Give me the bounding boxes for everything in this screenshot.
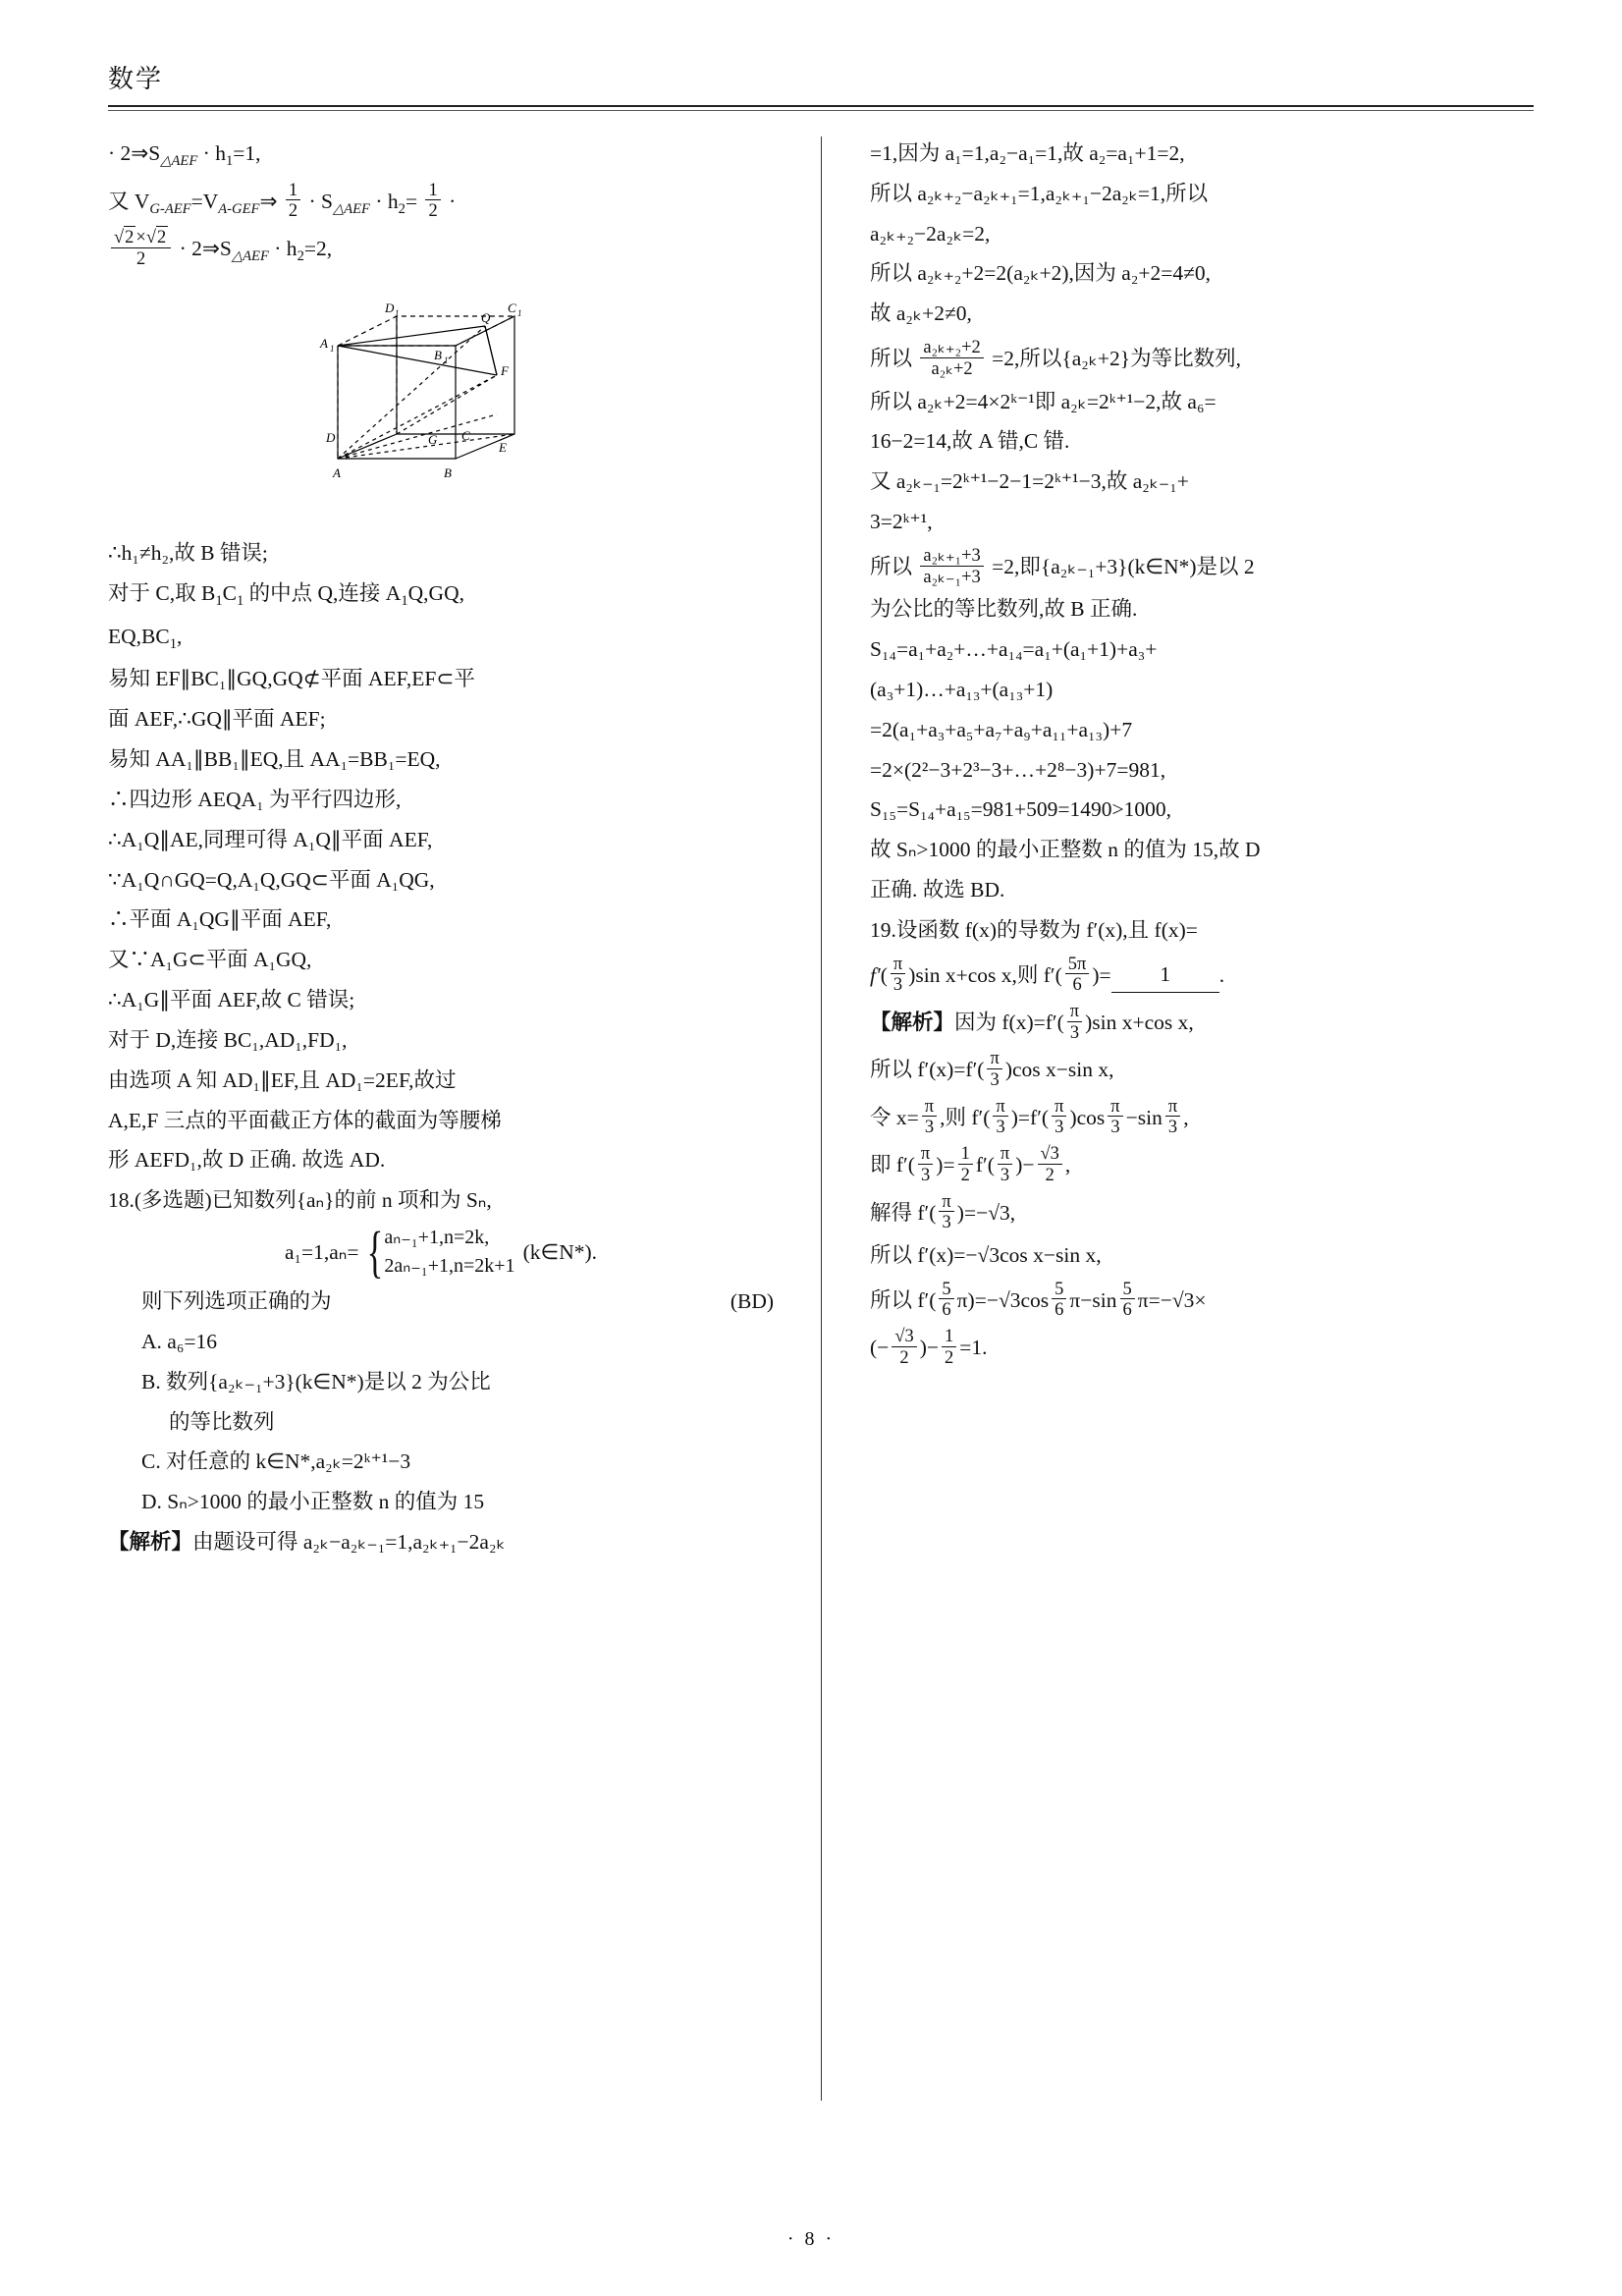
svg-text:1: 1 <box>395 308 400 319</box>
s4-num2: 1 <box>960 1143 970 1164</box>
sqrt-frac <box>111 227 171 268</box>
svg-text:1: 1 <box>330 344 335 355</box>
question-19-equation: f′( $\frac{\pi}{3}$ )sin x+cos x,则 f′( $\frac{5\pi}{6}$ )= 1 . <box>870 953 1225 995</box>
r6-num: a₂ₖ₊₂+2 <box>923 337 981 357</box>
question-19-head: 19.设函数 f(x)的导数为 f′(x),且 f(x)= <box>870 917 1198 942</box>
right-r1: =1,因为 a₁=1,a₂−a₁=1,故 a₂=a₁+1=2, <box>870 141 1185 165</box>
label-C1: C <box>508 301 516 316</box>
option-a: A. a₆=16 <box>141 1329 217 1353</box>
s3-b: ,则 f′ <box>940 1105 984 1129</box>
column-divider <box>821 137 822 2101</box>
s1-frac <box>1067 1001 1082 1042</box>
s7-e: π=−√3× <box>1137 1287 1207 1312</box>
left-p12: ∴A₁G∥平面 AEF,故 C 错误; <box>108 988 355 1012</box>
s5-frac <box>939 1191 953 1232</box>
solution-label: 【解析】 <box>108 1530 193 1554</box>
l1-b: · h <box>202 141 226 165</box>
s7-a: 所以 f′ <box>870 1287 930 1312</box>
option-b-cont: 的等比数列 <box>169 1409 275 1434</box>
left-p1: ∴h₁≠h₂,故 B 错误; <box>108 541 268 566</box>
right-r6 <box>870 337 1534 378</box>
right-r18: 故 Sₙ>1000 的最小正整数 n 的值为 15,故 D <box>870 838 1261 862</box>
pi-over-3 <box>891 954 905 995</box>
l2-sub3: △AEF <box>332 200 370 217</box>
p2-b: C <box>222 580 237 605</box>
right-solution-5: 解得 f′( $\frac{\pi}{3}$ )=−√3, <box>870 1190 1016 1232</box>
right-r19: 正确. 故选 BD. <box>870 878 1005 902</box>
right-solution-1: 【解析】因为 f(x)=f′( $\frac{\pi}{3}$ )sin x+cos x, <box>870 1001 1194 1042</box>
right-r10: 3=2ᵏ⁺¹, <box>870 510 933 533</box>
right-r14: (a₃+1)…+a₁₃+(a₁₃+1) <box>870 677 1054 701</box>
solution-text: 由题设可得 a₂ₖ−a₂ₖ₋₁=1,a₂ₖ₊₁−2a₂ₖ <box>192 1530 506 1554</box>
l1-c: =1, <box>233 141 261 165</box>
l2-g: · <box>449 189 457 213</box>
label-E: E <box>499 440 507 456</box>
s5-a: 解得 f′ <box>870 1200 930 1225</box>
l3-sub2: 2 <box>297 248 304 265</box>
cube-svg <box>279 277 603 522</box>
q19-fprime: f′ <box>870 962 881 987</box>
s3-c: =f′ <box>1017 1105 1042 1129</box>
l2-sub2: A-GEF <box>218 200 260 217</box>
s2-den: 3 <box>987 1068 1001 1090</box>
s4-den2: 2 <box>958 1164 973 1185</box>
r6-a: 所以 <box>870 346 913 370</box>
left-p9: ∵A₁Q∩GQ=Q,A₁Q,GQ⊂平面 A₁QG, <box>108 867 435 892</box>
l2-b: =V <box>190 189 219 213</box>
left-line-1 <box>108 137 774 174</box>
label-D: D <box>326 430 336 446</box>
s4-den3: 3 <box>998 1164 1012 1185</box>
s4-d: − <box>1022 1152 1035 1176</box>
l2-d: · S <box>308 189 333 213</box>
fp-den: 6 <box>1065 973 1090 995</box>
pi-den: 3 <box>891 973 905 995</box>
case-1: aₙ₋₁+1,n=2k, <box>384 1227 490 1249</box>
s4-b: = <box>943 1152 955 1176</box>
s4-den1: 3 <box>918 1164 933 1185</box>
r6-b: =2,所以{a₂ₖ+2}为等比数列, <box>992 346 1241 370</box>
p2-d: Q,GQ, <box>407 580 464 605</box>
option-d: D. Sₙ>1000 的最小正整数 n 的值为 15 <box>141 1490 485 1514</box>
s4-den4: 2 <box>1038 1164 1062 1185</box>
s4-frac3 <box>998 1143 1012 1184</box>
q18-stem-text: 则下列选项正确的为 <box>141 1289 332 1314</box>
q18-answer: (BD) <box>730 1289 774 1314</box>
s1-den: 3 <box>1067 1021 1082 1043</box>
page-header <box>108 59 1534 105</box>
s3-den4: 3 <box>1108 1116 1122 1137</box>
label-Q: Q <box>481 310 491 326</box>
s2-frac <box>987 1048 1001 1089</box>
r6-den: a₂ₖ+2 <box>920 357 983 379</box>
one-third-frac-2 <box>425 180 440 221</box>
left-p13: 对于 D,连接 BC₁,AD₁,FD₁, <box>108 1027 348 1052</box>
s3-num3: π <box>1054 1095 1064 1116</box>
right-r7: 所以 a₂ₖ+2=4×2ᵏ⁻¹即 a₂ₖ=2ᵏ⁺¹−2,故 a₆= <box>870 389 1216 413</box>
label-B1: B <box>434 348 442 363</box>
piecewise-cases <box>384 1224 514 1281</box>
sqrt-num: √2 ×√2 <box>114 227 167 247</box>
right-solution-7: 所以 f′( $\frac{5}{6}$ π)=−√3cos $\frac{5}{6}$ π−sin $\frac{5}{6}$ π=−√3× <box>870 1278 1207 1320</box>
r11-fraction <box>920 545 983 586</box>
label-A: A <box>333 465 341 481</box>
s1-b: sin x+cos x, <box>1092 1010 1194 1034</box>
left-brace-glyph: { <box>366 1219 383 1284</box>
r11-a: 所以 <box>870 554 913 578</box>
right-r11 <box>870 545 1534 586</box>
s3-frac5 <box>1165 1096 1180 1137</box>
s8-frac1 <box>892 1326 916 1367</box>
l3-c: =2, <box>303 237 333 261</box>
cube-figure <box>108 277 774 522</box>
s4-frac2 <box>958 1143 973 1184</box>
right-solution-8: (− $\frac{√3}{2}$ )− $\frac{1}{2}$ =1. <box>870 1326 988 1367</box>
p2-c: 的中点 Q,连接 A <box>243 580 402 605</box>
s8-c: =1. <box>959 1335 988 1359</box>
left-line-2 <box>108 180 774 222</box>
s7-c: =−√3cos <box>974 1287 1050 1312</box>
s8-den1: 2 <box>892 1346 916 1368</box>
option-b: B. 数列{a₂ₖ₋₁+3}(k∈N*)是以 2 为公比 <box>141 1369 491 1394</box>
s2-a: 所以 f′(x)=f′ <box>870 1058 978 1082</box>
right-r16: =2×(2²−3+2³−3+…+2⁸−3)+7=981, <box>870 757 1166 782</box>
p3-a: EQ,BC <box>108 624 170 648</box>
l3-a: · 2⇒S <box>179 237 232 261</box>
svg-text:1: 1 <box>517 308 522 319</box>
page-footer: · 8 · <box>786 2228 836 2250</box>
header-subject: 数学 <box>108 64 164 93</box>
left-p11: 又∵A₁G⊂平面 A₁GQ, <box>108 948 312 972</box>
pi-num: π <box>892 953 903 973</box>
five-pi-over-6 <box>1065 954 1090 995</box>
s3-num2: π <box>996 1095 1005 1116</box>
answer-blank: 1 <box>1111 957 1219 993</box>
s3-e: −sin <box>1125 1105 1162 1129</box>
frac-den: 2 <box>425 199 440 221</box>
p2-a: 对于 C,取 B <box>108 580 216 605</box>
solution-label-right: 【解析】 <box>870 1010 955 1034</box>
s3-d: cos <box>1076 1105 1106 1129</box>
s8-den2: 2 <box>942 1346 956 1368</box>
frac-num: 1 <box>428 179 438 199</box>
s4-num4: √3 <box>1040 1143 1059 1164</box>
s7-den1: 6 <box>939 1298 953 1320</box>
s3-frac4 <box>1108 1096 1122 1137</box>
s3-frac3 <box>1052 1096 1066 1137</box>
left-p5: 面 AEF,∴GQ∥平面 AEF; <box>108 707 326 732</box>
left-solution <box>108 1525 774 1559</box>
right-column <box>821 137 1534 2140</box>
s3-den2: 3 <box>993 1116 1007 1137</box>
right-solution-4: 即 f′( $\frac{\pi}{3}$ )= $\frac{1}{2}$ f′( $\frac{\pi}{3}$ )− $\frac{√3}{2}$ , <box>870 1143 1071 1184</box>
left-p15: A,E,F 三点的平面截正方体的截面为等腰梯 <box>108 1108 502 1132</box>
header-divider <box>108 105 1534 111</box>
s3-frac2 <box>993 1096 1007 1137</box>
frac-den: 2 <box>286 199 300 221</box>
q19-period: . <box>1218 962 1225 987</box>
l1-a: · 2⇒S <box>108 141 161 165</box>
s7-num3: 5 <box>1122 1278 1132 1298</box>
q19-mid: sin x+cos x,则 f′ <box>915 962 1055 987</box>
l2-a: 又 V <box>108 189 150 213</box>
l2-e: · h <box>375 189 399 213</box>
label-F: F <box>501 363 509 379</box>
l3-b: · h <box>274 237 297 261</box>
s4-frac1 <box>918 1143 933 1184</box>
right-r2: 所以 a₂ₖ₊₂−a₂ₖ₊₁=1,a₂ₖ₊₁−2a₂ₖ=1,所以 <box>870 181 1209 205</box>
question-18-head: 18.(多选题)已知数列{aₙ}的前 n 项和为 Sₙ, <box>108 1188 492 1213</box>
right-r15: =2(a₁+a₃+a₅+a₇+a₉+a₁₁+a₁₃)+7 <box>870 717 1133 741</box>
left-line-3 <box>108 227 774 269</box>
l1-h1sub: 1 <box>225 153 234 170</box>
left-p6: 易知 AA₁∥BB₁∥EQ,且 AA₁=BB₁=EQ, <box>108 747 441 772</box>
right-r8: 16−2=14,故 A 错,C 错. <box>870 429 1070 454</box>
s3-den5: 3 <box>1165 1116 1180 1137</box>
s3-den3: 3 <box>1052 1116 1066 1137</box>
s7-frac2 <box>1052 1279 1066 1320</box>
s3-num4: π <box>1110 1095 1120 1116</box>
l2-c: ⇒ <box>259 189 278 213</box>
q18-eq-lead: a₁=1,aₙ= <box>284 1239 359 1264</box>
s8-a: − <box>877 1335 890 1359</box>
s8-num1: √3 <box>894 1326 914 1346</box>
left-p8: ∴A₁Q∥AE,同理可得 A₁Q∥平面 AEF, <box>108 827 433 851</box>
s2-num: π <box>990 1048 1000 1068</box>
fp-num: 5π <box>1067 953 1087 973</box>
right-r3: a₂ₖ₊₂−2a₂ₖ=2, <box>870 221 991 246</box>
s8-b: − <box>926 1335 940 1359</box>
s4-a: 即 f′ <box>870 1152 908 1176</box>
label-A1: A <box>320 336 328 352</box>
s1-a: 因为 f(x)=f′ <box>954 1010 1057 1034</box>
right-solution-6: 所以 f′(x)=−√3cos x−sin x, <box>870 1242 1102 1267</box>
frac-num: 1 <box>288 179 298 199</box>
right-r5: 故 a₂ₖ+2≠0, <box>870 301 972 326</box>
label-C: C <box>461 428 470 444</box>
s5-den: 3 <box>939 1211 953 1232</box>
left-p16: 形 AEFD₁,故 D 正确. 故选 AD. <box>108 1148 386 1173</box>
right-r13: S₁₄=a₁+a₂+…+a₁₄=a₁+(a₁+1)+a₃+ <box>870 637 1158 662</box>
l2-sub1: G-AEF <box>149 200 191 217</box>
left-column <box>108 137 821 2140</box>
option-c: C. 对任意的 k∈N*,a₂ₖ=2ᵏ⁺¹−3 <box>141 1449 411 1474</box>
l1-sub: △AEF <box>160 153 198 170</box>
right-solution-3: 令 x= $\frac{\pi}{3}$ ,则 f′( $\frac{\pi}{3}$ )=f′( $\frac{\pi}{3}$ )cos $\frac{\pi}{3}$ −sin $\frac{\pi}{3}$ , <box>870 1095 1189 1137</box>
s3-num5: π <box>1167 1095 1178 1116</box>
question-18-stem <box>108 1285 774 1319</box>
r6-fraction <box>920 337 983 378</box>
q19-eq: = <box>1099 962 1111 987</box>
two-column-body <box>108 137 1534 2140</box>
left-p2: 对于 C,取 $B_1C_1$ 的中点 Q,连接 $A_1Q,GQ$, <box>108 580 464 609</box>
l2-sub4: 2 <box>398 200 406 217</box>
right-r9: 又 a₂ₖ₋₁=2ᵏ⁺¹−2−1=2ᵏ⁺¹−3,故 a₂ₖ₋₁+ <box>870 469 1189 494</box>
s3-num1: π <box>924 1095 935 1116</box>
s7-num1: 5 <box>942 1278 951 1298</box>
s2-b: cos x−sin x, <box>1011 1058 1114 1082</box>
l2-f: = <box>405 189 418 213</box>
label-B: B <box>444 465 452 481</box>
right-solution-2: 所以 f′(x)=f′( $\frac{\pi}{3}$ )cos x−sin x, <box>870 1048 1114 1090</box>
s5-num: π <box>942 1190 951 1211</box>
s4-num1: π <box>920 1143 931 1164</box>
label-D1: D <box>385 301 395 316</box>
s5-b: =−√3, <box>963 1200 1016 1225</box>
right-r17: S₁₅=S₁₄+a₁₅=981+509=1490>1000, <box>870 797 1172 822</box>
right-r12: 为公比的等比数列,故 B 正确. <box>870 597 1138 622</box>
s3-a: 令 x= <box>870 1105 919 1129</box>
s8-frac2 <box>942 1326 956 1367</box>
sqrt-den: 2 <box>111 247 171 269</box>
right-r4: 所以 a₂ₖ₊₂+2=2(a₂ₖ+2),因为 a₂+2=4≠0, <box>870 261 1212 286</box>
left-p10: ∴平面 A₁QG∥平面 AEF, <box>108 907 332 932</box>
s1-num: π <box>1069 1001 1080 1021</box>
one-third-frac-1 <box>286 180 300 221</box>
label-G: G <box>428 432 438 448</box>
s3-f: , <box>1183 1105 1189 1129</box>
question-18-piecewise <box>108 1219 774 1284</box>
s8-num2: 1 <box>945 1326 954 1346</box>
case-2: 2aₙ₋₁+1,n=2k+1 <box>384 1255 515 1278</box>
s4-frac4 <box>1038 1143 1062 1184</box>
s7-frac3 <box>1120 1279 1135 1320</box>
left-p3: $EQ,BC_1$, <box>108 624 183 652</box>
s7-d: π−sin <box>1069 1287 1117 1312</box>
s7-b: π <box>956 1287 968 1312</box>
s3-den1: 3 <box>922 1116 937 1137</box>
s4-e: , <box>1064 1152 1071 1176</box>
s4-c: f′ <box>975 1152 988 1176</box>
s7-den2: 6 <box>1052 1298 1066 1320</box>
r11-b: =2,即{a₂ₖ₋₁+3}(k∈N*)是以 2 <box>992 554 1255 578</box>
left-p14: 由选项 A 知 AD₁∥EF,且 AD₁=2EF,故过 <box>108 1067 457 1092</box>
r11-num: a₂ₖ₊₁+3 <box>923 544 981 565</box>
svg-text:1: 1 <box>444 355 449 366</box>
s7-num2: 5 <box>1054 1278 1064 1298</box>
q18-eq-tail: (k∈N*). <box>522 1239 598 1264</box>
r11-den: a₂ₖ₋₁+3 <box>920 566 983 587</box>
s7-den3: 6 <box>1120 1298 1135 1320</box>
s3-frac1 <box>922 1096 937 1137</box>
p3-b: , <box>177 624 183 648</box>
s7-frac1 <box>939 1279 953 1320</box>
left-p4: 易知 EF∥BC₁∥GQ,GQ⊄平面 AEF,EF⊂平 <box>108 667 475 691</box>
l3-sub: △AEF <box>231 248 269 265</box>
s4-num3: π <box>1000 1143 1010 1164</box>
left-p7: ∴四边形 AEQA₁ 为平行四边形, <box>108 787 402 811</box>
